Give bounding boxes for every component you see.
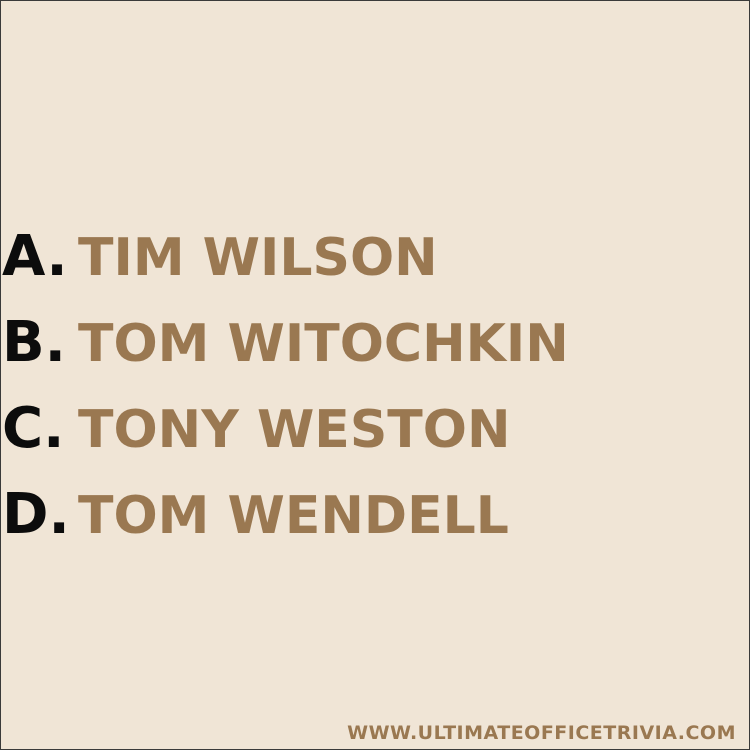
option-letter: C. (2, 396, 65, 461)
option-b (2, 300, 569, 386)
option-text: TOM WITOCHKIN (78, 314, 569, 374)
option-c (2, 386, 569, 472)
option-text: TONY WESTON (78, 400, 511, 460)
website-url: WWW.ULTIMATEOFFICETRIVIA.COM (347, 722, 736, 744)
option-a (2, 214, 569, 300)
option-letter: B. (2, 310, 66, 375)
answer-options (2, 214, 569, 558)
option-letter: A. (2, 224, 68, 289)
option-text: TOM WENDELL (78, 486, 509, 546)
option-text: TIM WILSON (78, 228, 438, 288)
option-d (2, 472, 569, 558)
option-letter: D. (2, 482, 70, 547)
